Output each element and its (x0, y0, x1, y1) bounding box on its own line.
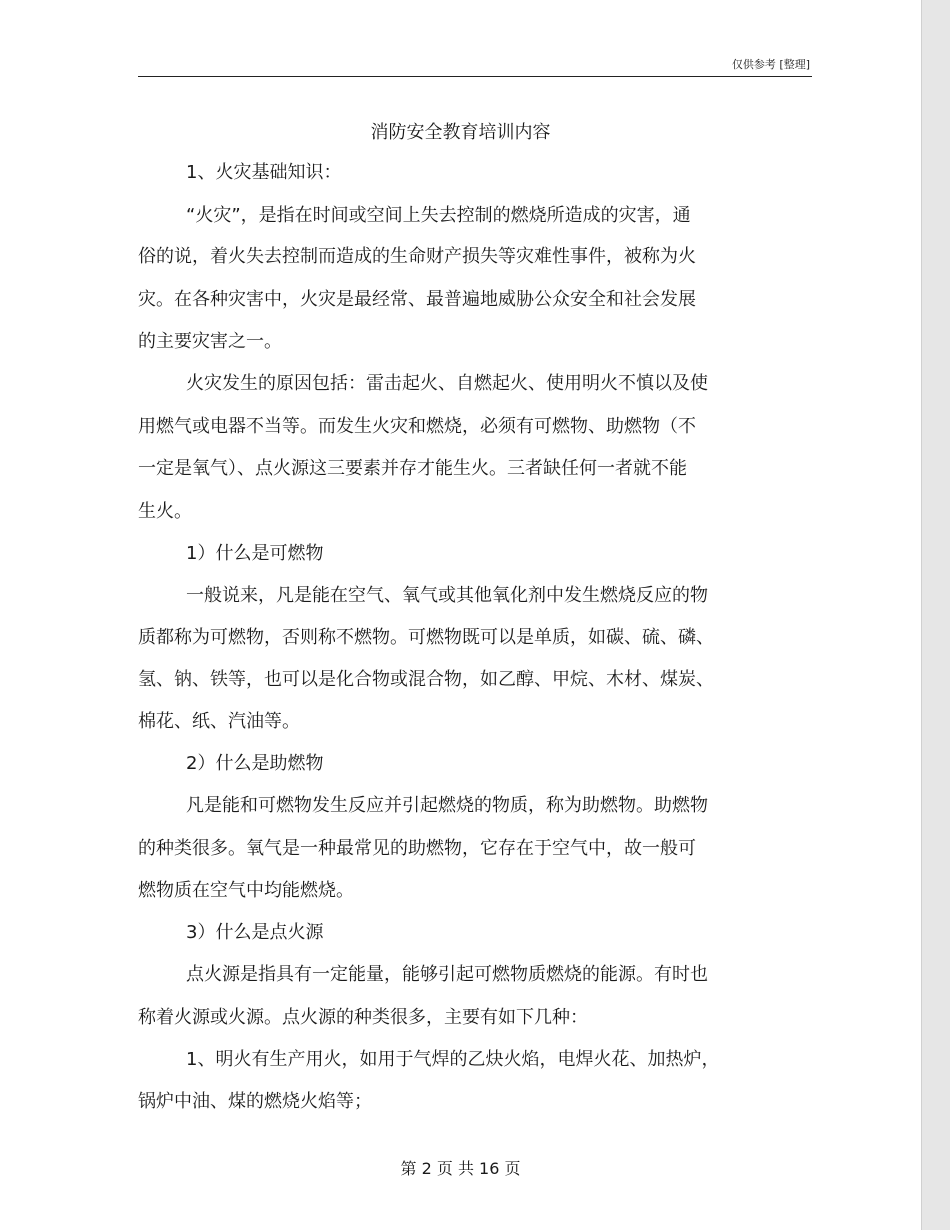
paragraph-line: 一般说来，凡是能在空气、氧气或其他氧化剂中发生燃烧反应的物 (186, 585, 708, 606)
paragraph-line: 棉花、纸、汽油等。 (138, 711, 300, 732)
paragraph-line: 灾。在各种灾害中，火灾是最经常、最普遍地威胁公众安全和社会发展 (138, 289, 696, 310)
paragraph-line: 氢、钠、铁等，也可以是化合物或混合物，如乙醇、甲烷、木材、煤炭、 (138, 669, 714, 690)
subsection-heading: 3）什么是点火源 (186, 922, 324, 943)
page-footer: 第 2 页 共 16 页 (400, 1159, 521, 1178)
paragraph-line: 凡是能和可燃物发生反应并引起燃烧的物质，称为助燃物。助燃物 (186, 795, 708, 816)
paragraph-line: 1、明火有生产用火，如用于气焊的乙炔火焰，电焊火花、加热炉， (186, 1049, 720, 1070)
page-title: 消防安全教育培训内容 (370, 122, 551, 143)
paragraph-line: 点火源是指具有一定能量，能够引起可燃物质燃烧的能源。有时也 (186, 964, 708, 985)
paragraph-line: 的种类很多。氧气是一种最常见的助燃物，它存在于空气中，故一般可 (138, 838, 696, 859)
subsection-heading: 1）什么是可燃物 (186, 543, 324, 564)
paragraph-line: 质都称为可燃物，否则称不燃物。可燃物既可以是单质，如碳、硫、磷、 (138, 627, 714, 648)
paragraph-line: 一定是氧气）、点火源这三要素并存才能生火。三者缺任何一者就不能 (138, 458, 687, 479)
paragraph-line: 俗的说，着火失去控制而造成的生命财产损失等灾难性事件，被称为火 (138, 246, 696, 267)
section-heading: 1、火灾基础知识： (186, 162, 342, 183)
paragraph-line: 火灾发生的原因包括：雷击起火、自燃起火、使用明火不慎以及使 (186, 373, 708, 394)
paragraph-line: 的主要灾害之一。 (138, 331, 282, 352)
paragraph-line: “火灾”，是指在时间或空间上失去控制的燃烧所造成的灾害，通 (186, 205, 691, 226)
paragraph-line: 锅炉中油、煤的燃烧火焰等； (138, 1091, 372, 1112)
paragraph-line: 燃物质在空气中均能燃烧。 (138, 880, 354, 901)
header-ref-text: 仅供参考 [整理] (731, 58, 810, 71)
header-divider (138, 76, 812, 77)
paragraph-line: 生火。 (138, 501, 192, 522)
subsection-heading: 2）什么是助燃物 (186, 753, 324, 774)
paragraph-line: 用燃气或电器不当等。而发生火灾和燃烧，必须有可燃物、助燃物（不 (138, 416, 696, 437)
paragraph-line: 称着火源或火源。点火源的种类很多，主要有如下几种： (138, 1007, 588, 1028)
